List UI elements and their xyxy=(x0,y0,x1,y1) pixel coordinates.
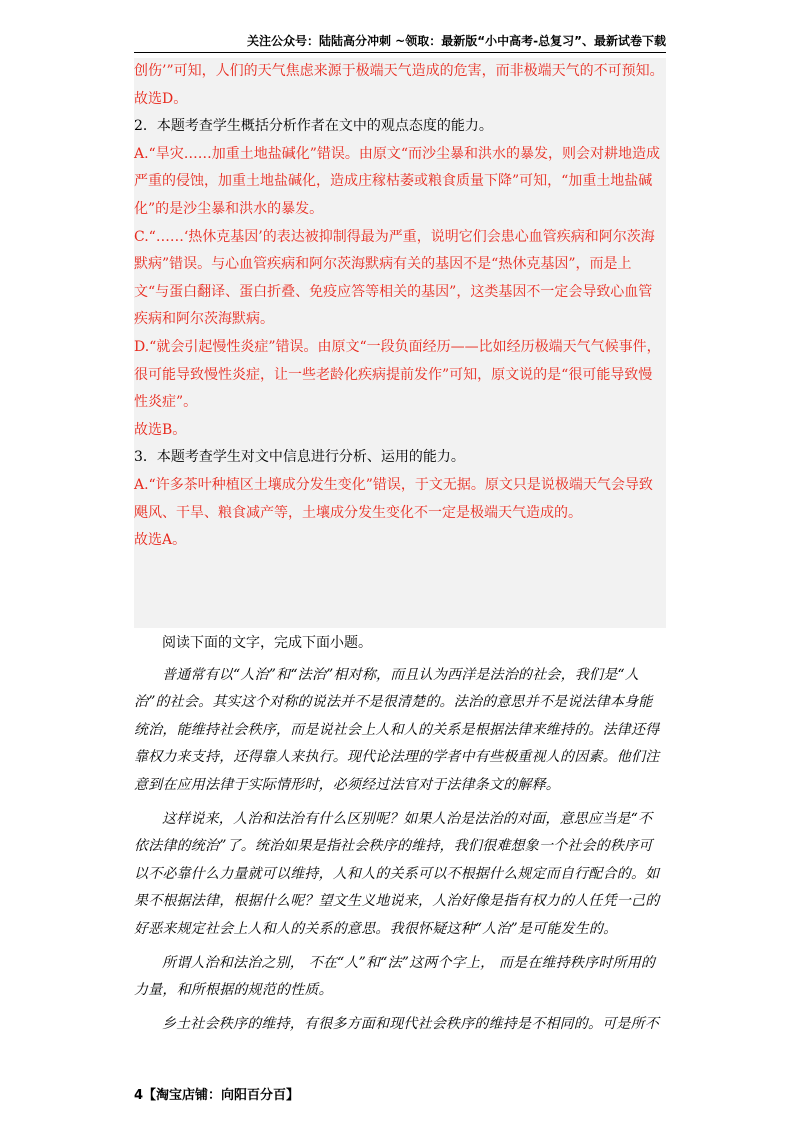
answer-line: 故选A。 xyxy=(134,532,187,549)
answer-line: C.“……‘热休克基因’的表达被抑制得最为严重，说明它们会患心血管疾病和阿尔茨海默病”错误。与心血管疾病和阿尔茨海默病有关的基因不是“热休克基因”，而是上文“与蛋白翻译、蛋白折叠、免疫应答等相关的基因”，这类基因不一定会导致心血管疾病和阿尔茨海默病。 xyxy=(134,228,655,328)
answer-explanation-block xyxy=(134,58,666,628)
question-heading: 2．本题考查学生概括分析作者在文中的观点态度的能力。 xyxy=(134,118,493,135)
answer-line: A.“旱灾……加重土地盐碱化”错误。由原文“而沙尘暴和洪水的暴发，则会对耕地造成严重的侵蚀，加重土地盐碱化，造成庄稼枯萎或粮食质量下降”可知，“加重土地盐碱化”的是沙尘暴和洪水的暴发。 xyxy=(134,145,661,217)
answer-line: 创伤’”可知，人们的天气焦虑来源于极端天气造成的危害，而非极端天气的不可预知。 xyxy=(134,63,664,79)
passage-paragraph: 所谓人治和法治之别， 不在“人”和“法”这两个字上， 而是在维持秩序时所用的力量，和所根据的规范的性质。 xyxy=(134,954,656,999)
answer-line: 故选B。 xyxy=(134,421,187,438)
passage-paragraph: 乡土社会秩序的维持，有很多方面和现代社会秩序的维持是不相同的。可是所不 xyxy=(162,1015,659,1032)
answer-line: 故选D。 xyxy=(134,90,188,107)
footer-text: 4【淘宝店铺：向阳百分百】 xyxy=(134,1088,300,1103)
question-heading: 3．本题考查学生对文中信息进行分析、运用的能力。 xyxy=(134,449,465,466)
header-text: 关注公众号：陆陆高分冲刺 ~领取：最新版“小中高考-总复习”、最新试卷下载 xyxy=(247,34,666,48)
page-footer xyxy=(134,1084,299,1103)
answer-line: A.“许多茶叶种植区土壤成分发生变化”错误，于文无据。原文只是说极端天气会导致飓风、干旱、粮食减产等，土壤成分发生变化不一定是极端天气造成的。 xyxy=(134,476,653,521)
reading-passage xyxy=(134,630,666,1044)
passage-paragraph: 普通常有以“人治”和“法治”相对称，而且认为西洋是法治的社会，我们是“人治”的社会。其实这个对称的说法并不是很清楚的。法治的意思并不是说法律本身能统治，能维持社会秩序，而是说社会上人和人的关系是根据法律来维持的。法律还得靠权力来支持，还得靠人来执行。现代论法理的学者中有些极重视人的因素。他们注意到在应用法律于实际情形时，必须经过法官对于法律条文的解释。 xyxy=(134,666,660,793)
passage-paragraph: 这样说来，人治和法治有什么区别呢？如果人治是法治的对面，意思应当是“不依法律的统治”了。统治如果是指社会秩序的维持，我们很难想象一个社会的秩序可以不必靠什么力量就可以维持，人和人的关系可以不根据什么规定而自行配合的。如果不根据法律，根据什么呢？望文生义地说来，人治好像是指有权力的人任凭一己的好恶来规定社会上人和人的关系的意思。我很怀疑这种“人治”是可能发生的。 xyxy=(134,810,660,937)
page-header xyxy=(134,32,666,53)
answer-line: D.“就会引起慢性炎症”错误。由原文“一段负面经历——比如经历极端天气气候事件，很可能导致慢性炎症，让一些老龄化疾病提前发作”可知，原文说的是“很可能导致慢性炎症”。 xyxy=(134,338,661,411)
passage-intro: 阅读下面的文字，完成下面小题。 xyxy=(162,635,372,651)
